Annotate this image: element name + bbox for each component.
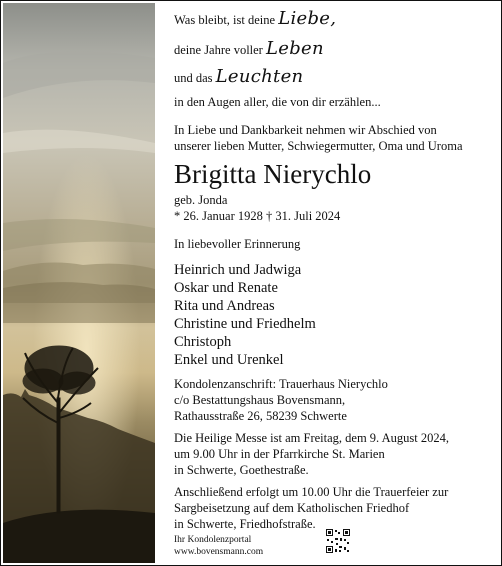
poem-line-2	[174, 38, 324, 59]
family-member: Christoph	[174, 334, 232, 350]
qr-code-icon[interactable]	[326, 529, 350, 553]
family-member: Rita und Andreas	[174, 298, 275, 314]
burial-line-1: Anschließend erfolgt um 10.00 Uhr die Trauerfeier zur	[174, 485, 449, 499]
portal-label: Ihr Kondolenzportal	[174, 535, 252, 545]
family-member: Enkel und Urenkel	[174, 352, 284, 368]
condolence-line-1: Kondolenzanschrift: Trauerhaus Nierychlo	[174, 377, 388, 391]
condolence-line-3: Rathausstraße 26, 58239 Schwerte	[174, 409, 347, 423]
portal-url[interactable]: www.bovensmann.com	[174, 547, 264, 557]
poem-line-1	[174, 8, 337, 29]
poem-script-word: Leuchten	[215, 66, 304, 87]
landscape-photo	[3, 3, 155, 563]
announcement-line-2: unserer lieben Mutter, Schwiegermutter, Oma und Uroma	[174, 139, 463, 153]
mass-line-1: Die Heilige Messe ist am Freitag, dem 9. August 2024,	[174, 431, 449, 445]
poem-script-word: Liebe,	[278, 8, 337, 29]
family-member: Oskar und Renate	[174, 280, 278, 296]
birth-name: geb. Jonda	[174, 193, 228, 207]
condolence-line-2: c/o Bestattungshaus Bovensmann,	[174, 393, 346, 407]
deceased-name: Brigitta Nierychlo	[174, 159, 372, 189]
family-member: Christine und Friedhelm	[174, 316, 316, 332]
mass-line-2: um 9.00 Uhr in der Pfarrkirche St. Marien	[174, 447, 385, 461]
burial-line-3: in Schwerte, Friedhofstraße.	[174, 517, 316, 531]
life-dates: * 26. Januar 1928 † 31. Juli 2024	[174, 209, 341, 223]
burial-line-2: Sargbeisetzung auf dem Katholischen Friedhof	[174, 501, 410, 515]
sunset-tree-image	[3, 3, 155, 563]
poem-text: Was bleibt, ist deine	[174, 13, 276, 27]
poem-text: und das	[174, 71, 213, 85]
mass-line-3: in Schwerte, Goethestraße.	[174, 463, 309, 477]
obituary-text	[174, 1, 494, 565]
poem-line-3	[174, 66, 304, 87]
announcement-line-1: In Liebe und Dankbarkeit nehmen wir Abschied von	[174, 123, 437, 137]
poem-text: deine Jahre voller	[174, 43, 263, 57]
poem-line-4: in den Augen aller, die von dir erzählen...	[174, 95, 381, 109]
family-member: Heinrich und Jadwiga	[174, 262, 302, 278]
memory-line: In liebevoller Erinnerung	[174, 237, 301, 251]
poem-script-word: Leben	[265, 38, 324, 59]
